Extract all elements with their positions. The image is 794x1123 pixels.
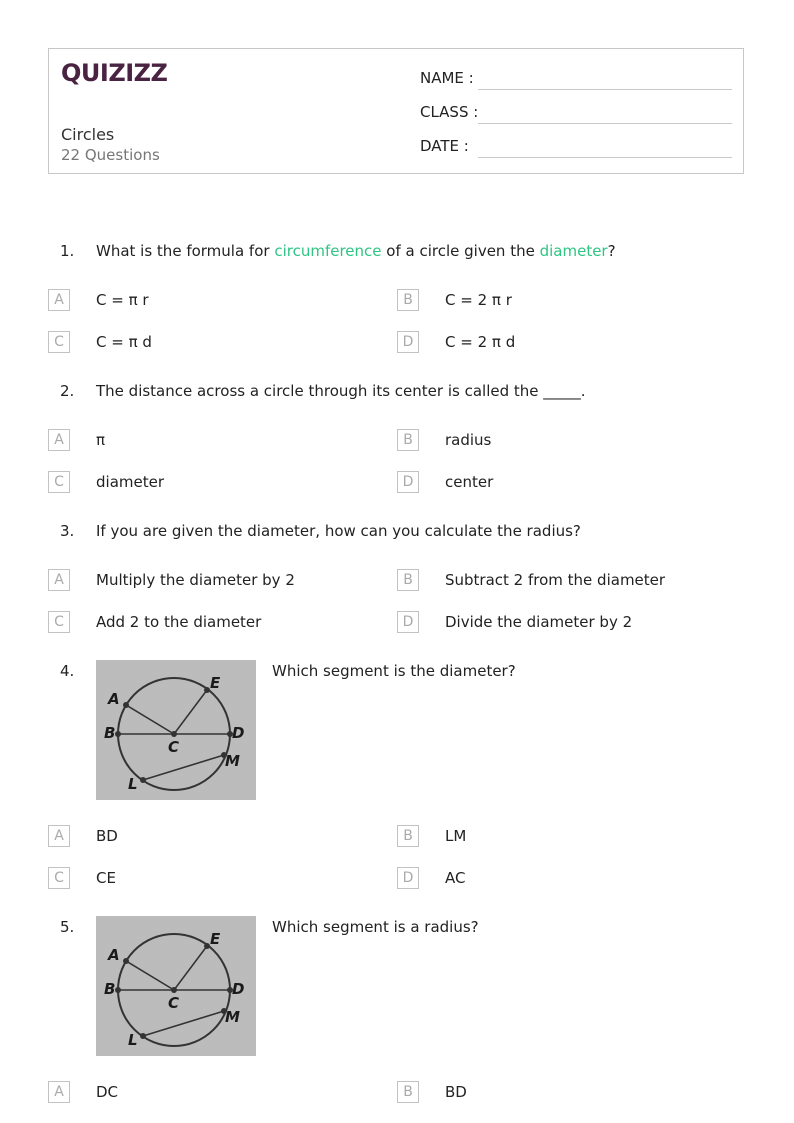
worksheet-title: Circles — [61, 125, 115, 144]
option-d-text: C = 2 π d — [445, 333, 516, 351]
option-a-text: BD — [96, 827, 118, 845]
circle-diagram-image — [96, 916, 256, 1056]
keyword-diameter: diameter — [539, 242, 608, 260]
option-a-box[interactable]: A — [48, 825, 70, 847]
text-part: What is the formula for — [96, 242, 275, 260]
option-a-box[interactable]: A — [48, 289, 70, 311]
option-a-box[interactable]: A — [48, 569, 70, 591]
question-text: If you are given the diameter, how can you calculate the radius? — [96, 522, 581, 540]
point-label-d: D — [232, 724, 245, 742]
point-label-l: L — [128, 775, 138, 793]
option-b-text: Subtract 2 from the diameter — [445, 571, 666, 589]
option-c-text: Add 2 to the diameter — [96, 613, 262, 631]
option-b-text: C = 2 π r — [445, 291, 512, 309]
circle-diagram-image — [96, 660, 256, 800]
point-label-a: A — [108, 946, 120, 964]
question-number: 4. — [60, 662, 75, 680]
option-c-text: C = π d — [96, 333, 152, 351]
class-label: CLASS : — [420, 103, 479, 121]
option-b-box[interactable]: B — [397, 289, 419, 311]
option-c-box[interactable]: C — [48, 331, 70, 353]
name-label: NAME : — [420, 69, 474, 87]
point-label-m: M — [225, 752, 240, 770]
option-b-box[interactable]: B — [397, 429, 419, 451]
option-c-text: diameter — [96, 473, 164, 491]
option-c-text: CE — [96, 869, 116, 887]
option-d-box[interactable]: D — [397, 611, 419, 633]
point-label-l: L — [128, 1031, 138, 1049]
option-d-box[interactable]: D — [397, 867, 419, 889]
name-field[interactable] — [478, 89, 732, 90]
option-d-text: center — [445, 473, 494, 491]
option-b-box[interactable]: B — [397, 569, 419, 591]
option-b-box[interactable]: B — [397, 825, 419, 847]
text-part: ? — [607, 242, 616, 260]
worksheet-header — [48, 48, 744, 174]
option-d-text: AC — [445, 869, 466, 887]
option-a-box[interactable]: A — [48, 429, 70, 451]
option-c-box[interactable]: C — [48, 867, 70, 889]
text-part: of a circle given the — [381, 242, 540, 260]
option-a-box[interactable]: A — [48, 1081, 70, 1103]
point-label-c: C — [168, 738, 180, 756]
option-d-text: Divide the diameter by 2 — [445, 613, 633, 631]
point-label-c: C — [168, 994, 180, 1012]
point-label-b: B — [104, 724, 116, 742]
class-field[interactable] — [478, 123, 732, 124]
option-b-box[interactable]: B — [397, 1081, 419, 1103]
option-d-box[interactable]: D — [397, 471, 419, 493]
question-text: The distance across a circle through its center is called the _____. — [96, 382, 586, 400]
option-b-text: BD — [445, 1083, 467, 1101]
point-label-e: E — [210, 674, 221, 692]
question-count: 22 Questions — [61, 146, 160, 164]
question-number: 1. — [60, 242, 75, 260]
option-a-text: DC — [96, 1083, 119, 1101]
option-d-box[interactable]: D — [397, 331, 419, 353]
question-text: Which segment is the diameter? — [272, 662, 516, 680]
option-c-box[interactable]: C — [48, 471, 70, 493]
question-number: 2. — [60, 382, 75, 400]
option-b-text: radius — [445, 431, 492, 449]
date-field[interactable] — [478, 157, 732, 158]
option-a-text: π — [96, 431, 106, 449]
option-a-text: C = π r — [96, 291, 149, 309]
point-label-m: M — [225, 1008, 240, 1026]
question-number: 5. — [60, 918, 75, 936]
option-a-text: Multiply the diameter by 2 — [96, 571, 295, 589]
point-label-a: A — [108, 690, 120, 708]
question-number: 3. — [60, 522, 75, 540]
point-label-e: E — [210, 930, 221, 948]
question-text — [96, 242, 616, 260]
quizizz-logo: QUIZIZZ — [61, 59, 168, 87]
date-label: DATE : — [420, 137, 469, 155]
point-label-d: D — [232, 980, 245, 998]
point-label-b: B — [104, 980, 116, 998]
option-b-text: LM — [445, 827, 467, 845]
question-text: Which segment is a radius? — [272, 918, 479, 936]
option-c-box[interactable]: C — [48, 611, 70, 633]
keyword-circumference: circumference — [274, 242, 382, 260]
